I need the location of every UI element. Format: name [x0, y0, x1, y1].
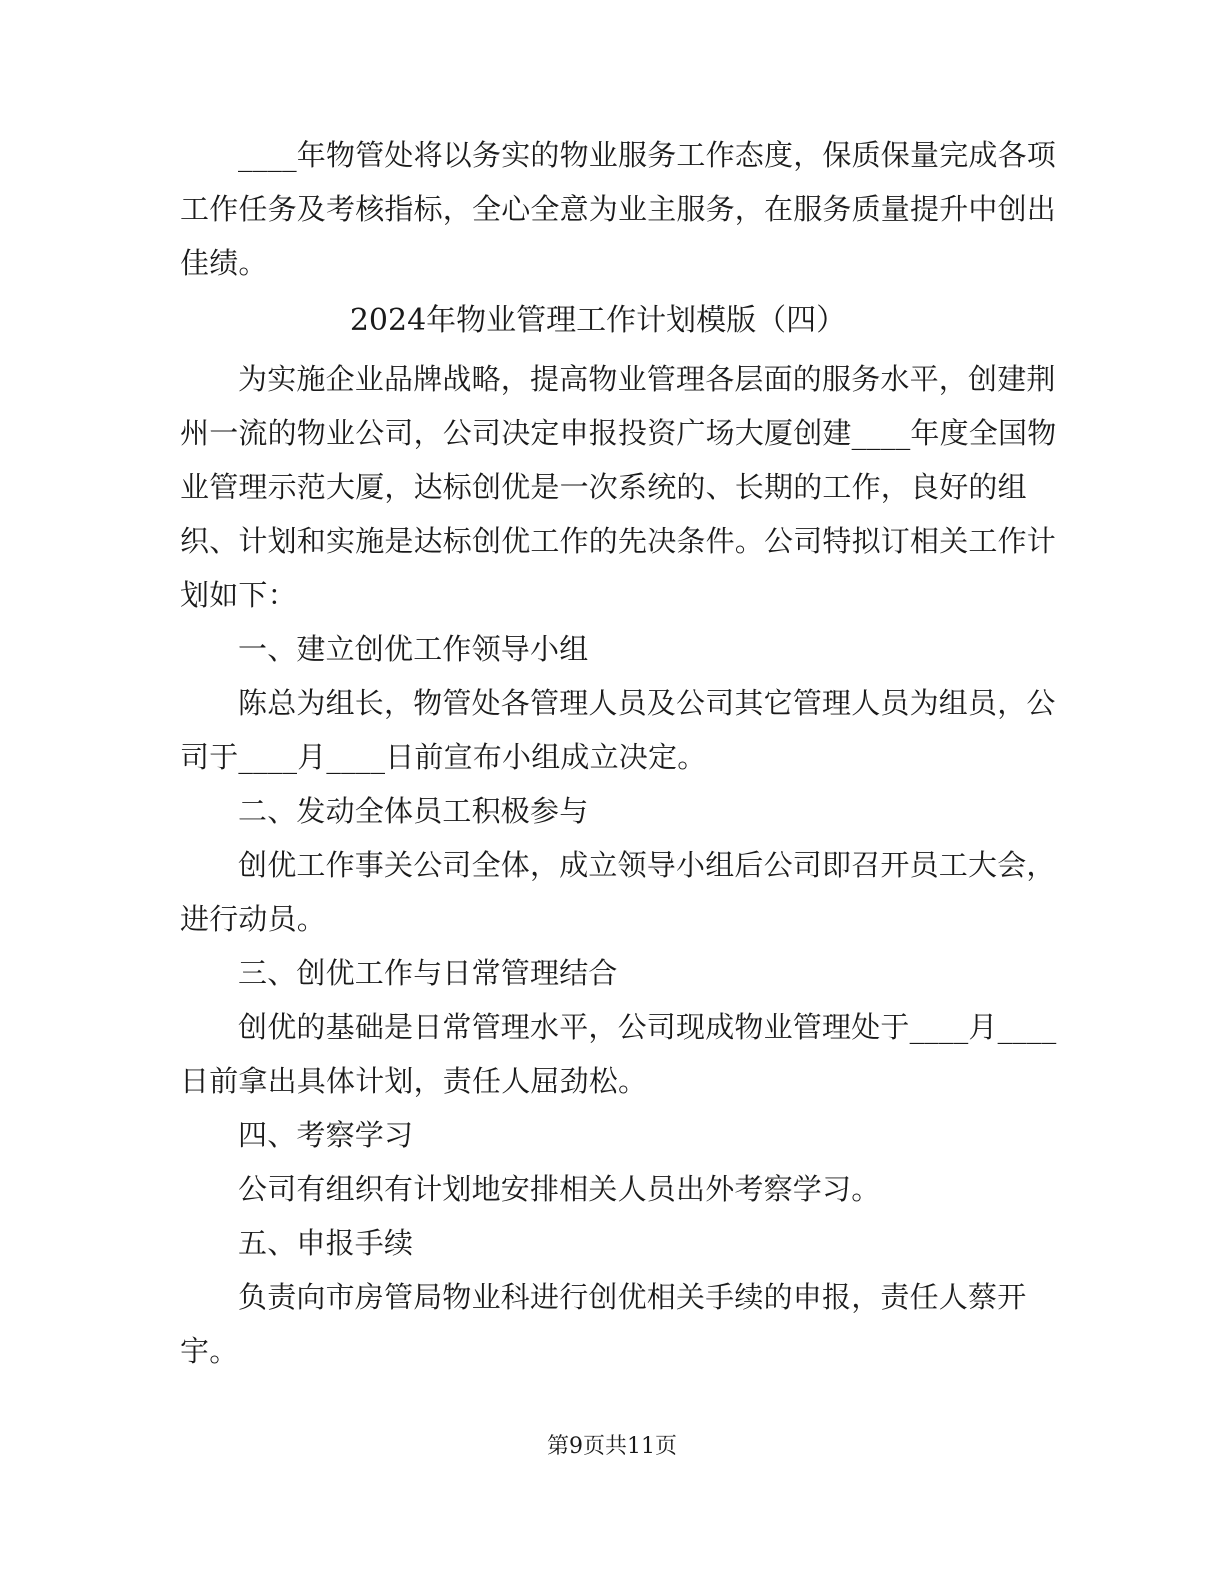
section3-heading: 三、创优工作与日常管理结合 [238, 956, 618, 990]
para1-line-1: 为实施企业品牌战略，提高物业管理各层面的服务水平，创建荆 [238, 362, 1056, 396]
section2-line-1: 创优工作事关公司全体，成立领导小组后公司即召开员工大会， [238, 848, 1056, 882]
section4-line-1: 公司有组织有计划地安排相关人员出外考察学习。 [238, 1172, 881, 1206]
section5-line-2: 宇。 [180, 1334, 239, 1368]
section5-line-1: 负责向市房管局物业科进行创优相关手续的申报，责任人蔡开 [238, 1280, 1027, 1314]
para1-line-2: 州一流的物业公司，公司决定申报投资广场大厦创建____年度全国物 [180, 416, 1057, 450]
para1-line-3: 业管理示范大厦，达标创优是一次系统的、长期的工作，良好的组 [180, 470, 1027, 504]
para1-line-5: 划如下： [180, 578, 297, 612]
section3-line-1: 创优的基础是日常管理水平，公司现成物业管理处于____月____ [238, 1010, 1057, 1044]
section2-line-2: 进行动员。 [180, 902, 327, 936]
intro-line-2: 工作任务及考核指标，全心全意为业主服务，在服务质量提升中创出 [180, 192, 1057, 226]
section1-heading: 一、建立创优工作领导小组 [238, 632, 589, 666]
para1-line-4: 织、计划和实施是达标创优工作的先决条件。公司特拟订相关工作计 [180, 524, 1057, 558]
intro-line-1: ____年物管处将以务实的物业服务工作态度，保质保量完成各项 [238, 138, 1057, 172]
page-number: 第9页共11页 [547, 1434, 677, 1459]
section2-heading: 二、发动全体员工积极参与 [238, 794, 589, 828]
document-title: 2024年物业管理工作计划模版（四） [349, 303, 847, 338]
section1-line-1: 陈总为组长，物管处各管理人员及公司其它管理人员为组员，公 [238, 686, 1056, 720]
section1-line-2: 司于____月____日前宣布小组成立决定。 [180, 740, 707, 774]
document-body [180, 128, 1057, 1378]
intro-line-3: 佳绩。 [180, 246, 268, 280]
section5-heading: 五、申报手续 [238, 1226, 414, 1260]
section4-heading: 四、考察学习 [238, 1118, 414, 1152]
section3-line-2: 日前拿出具体计划，责任人屈劲松。 [180, 1064, 648, 1098]
